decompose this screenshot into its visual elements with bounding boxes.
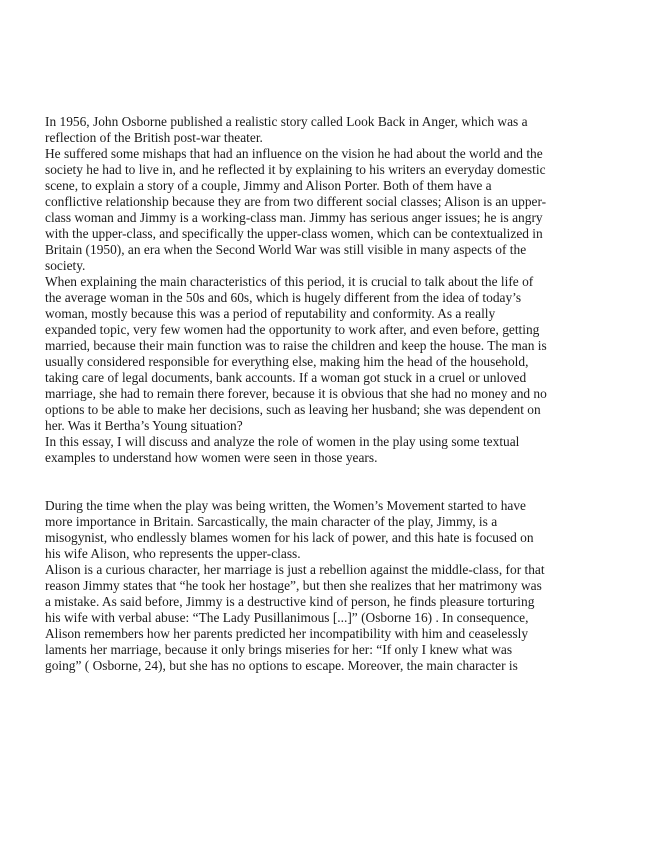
text-line: During the time when the play was being written, the Women’s Movement started to have <box>45 498 526 513</box>
text-line: Alison remembers how her parents predicted her incompatibility with him and ceaselessly <box>45 626 529 641</box>
text-line: reflection of the British post-war theater. <box>45 130 263 145</box>
text-line: examples to understand how women were seen in those years. <box>45 450 378 465</box>
text-line: conflictive relationship because they are from two different social classes; Alison is an upper- <box>45 194 547 209</box>
text-line: misogynist, who endlessly blames women for his lack of power, and this hate is focused on <box>45 530 534 545</box>
text-line: usually considered responsible for everything else, making him the head of the household, <box>45 354 529 369</box>
text-line: When explaining the main characteristics of this period, it is crucial to talk about the life of <box>45 274 534 289</box>
text-line: society he had to live in, and he reflected it by explaining to his writers an everyday domestic <box>45 162 546 177</box>
text-line: laments her marriage, because it only brings miseries for her: “If only I knew what was <box>45 642 513 657</box>
text-line: He suffered some mishaps that had an influence on the vision he had about the world and the <box>45 146 543 161</box>
text-line: her. Was it Bertha’s Young situation? <box>45 418 243 433</box>
text-line: a mistake. As said before, Jimmy is a destructive kind of person, he finds pleasure torturing <box>45 594 535 609</box>
text-line: married, because their main function was to raise the children and keep the house. The man is <box>45 338 547 353</box>
text-line: society. <box>45 258 86 273</box>
text-line: In 1956, John Osborne published a realistic story called Look Back in Anger, which was a <box>45 114 528 129</box>
section-spacer <box>45 466 615 498</box>
text-line: his wife with verbal abuse: “The Lady Pusillanimous [...]” (Osborne 16) . In consequence, <box>45 610 529 625</box>
text-line: going” ( Osborne, 24), but she has no options to escape. Moreover, the main character is <box>45 658 518 673</box>
text-line: class woman and Jimmy is a working-class man. Jimmy has serious anger issues; he is angry <box>45 210 543 225</box>
text-line: scene, to explain a story of a couple, Jimmy and Alison Porter. Both of them have a <box>45 178 492 193</box>
section-introduction <box>45 114 615 466</box>
text-line: options to be able to make her decisions, such as leaving her husband; she was dependent on <box>45 402 541 417</box>
text-line: with the upper-class, and specifically the upper-class women, which can be contextualized in <box>45 226 543 241</box>
text-line: reason Jimmy states that “he took her hostage”, but then she realizes that her matrimony was <box>45 578 542 593</box>
text-line: Britain (1950), an era when the Second World War was still visible in many aspects of the <box>45 242 527 257</box>
section-analysis <box>45 498 615 674</box>
text-line: Alison is a curious character, her marriage is just a rebellion against the middle-class, for that <box>45 562 545 577</box>
text-line: woman, mostly because this was a period of reputability and conformity. As a really <box>45 306 496 321</box>
text-line: his wife Alison, who represents the upper-class. <box>45 546 301 561</box>
text-line: marriage, she had to remain there forever, because it is obvious that she had no money and no <box>45 386 547 401</box>
text-line: taking care of legal documents, bank accounts. If a woman got stuck in a cruel or unloved <box>45 370 527 385</box>
text-line: the average woman in the 50s and 60s, which is hugely different from the idea of today’s <box>45 290 522 305</box>
text-line: In this essay, I will discuss and analyze the role of women in the play using some textual <box>45 434 520 449</box>
document-body <box>45 114 615 674</box>
text-line: more importance in Britain. Sarcastically, the main character of the play, Jimmy, is a <box>45 514 498 529</box>
text-line: expanded topic, very few women had the opportunity to work after, and even before, getting <box>45 322 540 337</box>
